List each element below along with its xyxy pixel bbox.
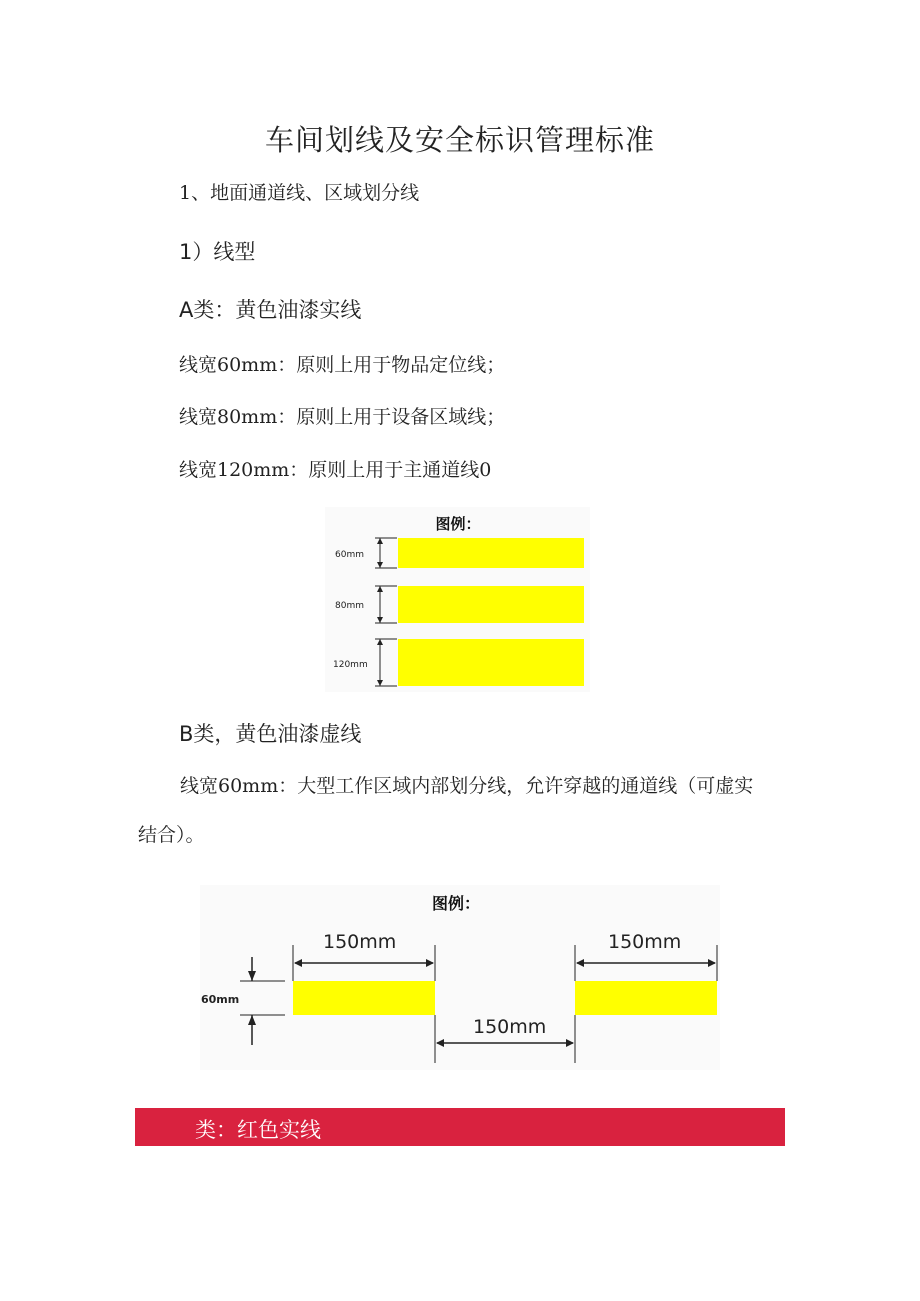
b-line-text-1: 线宽60mm：大型工作区域内部划分线，允许穿越的通道线（可虚实 <box>180 775 754 797</box>
legend-dashed-line-figure <box>200 885 720 1070</box>
yellow-line-60mm <box>398 538 584 568</box>
class-a-heading: A类：黄色油漆实线 <box>179 298 362 322</box>
legend1-title: 图例： <box>435 515 481 533</box>
a-line-80mm: 线宽80mm：原则上用于设备区域线； <box>179 406 506 428</box>
page-title: 车间划线及安全标识管理标准 <box>264 123 655 157</box>
a-line-120mm: 线宽120mm：原则上用于主通道线0 <box>179 459 492 481</box>
class-c-banner <box>135 1108 785 1146</box>
class-b-heading: B类，黄色油漆虚线 <box>179 722 362 746</box>
label-right-segment: 150mm <box>608 931 682 953</box>
subsection-line-type: 1）线型 <box>179 240 256 264</box>
label-gap: 150mm <box>473 1016 547 1038</box>
label-width: 60mm <box>201 993 240 1006</box>
label-left-segment: 150mm <box>323 931 397 953</box>
dashed-segment-left <box>293 981 435 1015</box>
section-heading: 1、地面通道线、区域划分线 <box>179 182 420 204</box>
yellow-line-120mm <box>398 639 584 686</box>
label-120mm: 120mm <box>333 660 368 670</box>
legend2-title: 图例： <box>431 894 481 913</box>
a-line-60mm: 线宽60mm：原则上用于物品定位线； <box>179 354 506 376</box>
dashed-segment-right <box>575 981 717 1015</box>
class-c-heading: 类：红色实线 <box>195 1118 321 1142</box>
label-60mm: 60mm <box>335 550 364 560</box>
label-80mm: 80mm <box>335 601 364 611</box>
b-line-text-2: 结合）。 <box>138 824 205 846</box>
legend-solid-lines <box>325 507 590 692</box>
legend-dashed-line <box>200 885 720 1070</box>
legend-solid-lines-figure <box>325 507 590 692</box>
yellow-line-80mm <box>398 586 584 623</box>
